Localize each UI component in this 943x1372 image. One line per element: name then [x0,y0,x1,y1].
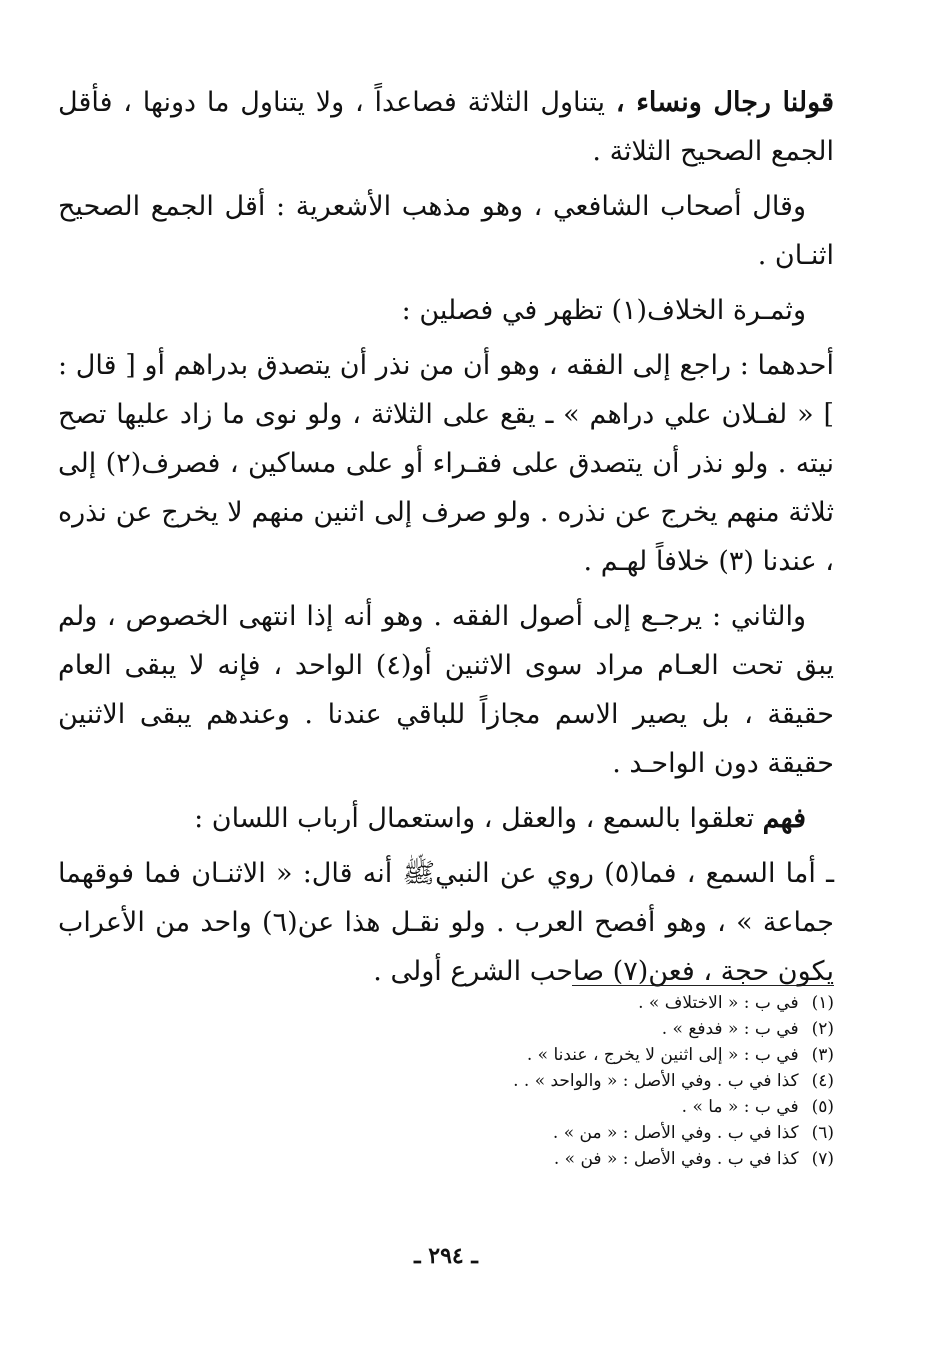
paragraph-text: ـ أما السمع ، فما(٥) روي عن النبيﷺ أنه قال: « الاثنـان فما فوقهما جماعة » ، وهو أفصح العرب . ولو نقـل هذا عن(٦) واحد من الأعراب يكون حجة ، فعن(٧) صاحب الشرع أولى . [58,858,835,987]
footnote-item [58,1042,834,1068]
footnote-text: في ب : « ما » . [681,1097,799,1117]
paragraph-text: يتناول الثلاثة فصاعداً ، ولا يتناول ما دونها ، فأقل الجمع الصحيح الثلاثة . [58,87,834,167]
footnote-number: (٧) [811,1149,834,1169]
footnote-item [58,1094,834,1120]
paragraph-7 [58,849,834,996]
page-number: ـ ٢٩٤ ـ [414,1243,478,1269]
footnote-item [58,1146,834,1172]
footnote-item [58,1016,834,1042]
footnotes [58,990,834,1172]
paragraph-lead: فهم [762,803,806,834]
paragraph-text: وقال أصحاب الشافعي ، وهو مذهب الأشعرية : أقل الجمع الصحيح اثنـان . [58,191,834,271]
footnote-text: كذا في ب . وفي الأصل : « فن » . [553,1149,799,1169]
paragraph-lead: قولنا رجال ونساء ، [615,87,834,118]
paragraph-text: تعلقوا بالسمع ، والعقل ، واستعمال أرباب اللسان : [194,803,763,834]
footnote-number: (١) [811,993,834,1013]
footnote-number: (٣) [811,1045,834,1065]
footnote-number: (٥) [811,1097,834,1117]
paragraph-1 [58,78,834,176]
footnote-text: كذا في ب . وفي الأصل : « والواحد » . . [513,1071,799,1091]
paragraph-4 [58,341,834,586]
footnote-item [58,1068,834,1094]
paragraph-6 [58,794,834,843]
footnote-number: (٦) [811,1123,834,1143]
paragraph-5 [58,592,834,788]
page [58,78,835,1269]
footnote-number: (٤) [811,1071,834,1091]
paragraph-3 [58,286,834,335]
footnote-text: كذا في ب . وفي الأصل : « من » . [552,1123,799,1143]
footnote-text: في ب : « الاختلاف » . [638,993,799,1013]
footnote-item [58,1120,834,1146]
footnote-item [58,990,834,1016]
paragraph-text: والثاني : يرجـع إلى أصول الفقه . وهو أنه إذا انتهى الخصوص ، ولم يبق تحت العـام مراد سوى الاثنين أو(٤) الواحد ، فإنه لا يبقى العام حقيقة ، بل يصير الاسم مجازاً للباقي عندنا . وعندهم يبقى الاثنين حقيقة دون الواحـد . [58,601,834,779]
footnote-text: في ب : « فدفع » . [661,1019,799,1039]
paragraph-text: أحدهما : راجع إلى الفقه ، وهو أن من نذر أن يتصدق بدراهم أو [ قال : ] « لفـلان علي دراهم » ـ يقع على الثلاثة ، ولو نوى ما زاد عليها تصح نيته . ولو نذر أن يتصدق على فقـراء أو على مساكين ، فصرف(٢) إلى ثلاثة منهم يخرج عن نذره . ولو صرف إلى اثنين منهم لا يخرج عن نذره ، عندنا (٣) خلافاً لهـم . [58,350,834,577]
body-text [58,78,834,996]
footnote-number: (٢) [811,1019,834,1039]
footnote-divider [572,985,834,986]
paragraph-2 [58,182,834,280]
footnote-text: في ب : « إلى اثنين لا يخرج ، عندنا » . [526,1045,799,1065]
paragraph-text: وثمـرة الخلاف(١) تظهر في فصلين : [401,295,806,326]
